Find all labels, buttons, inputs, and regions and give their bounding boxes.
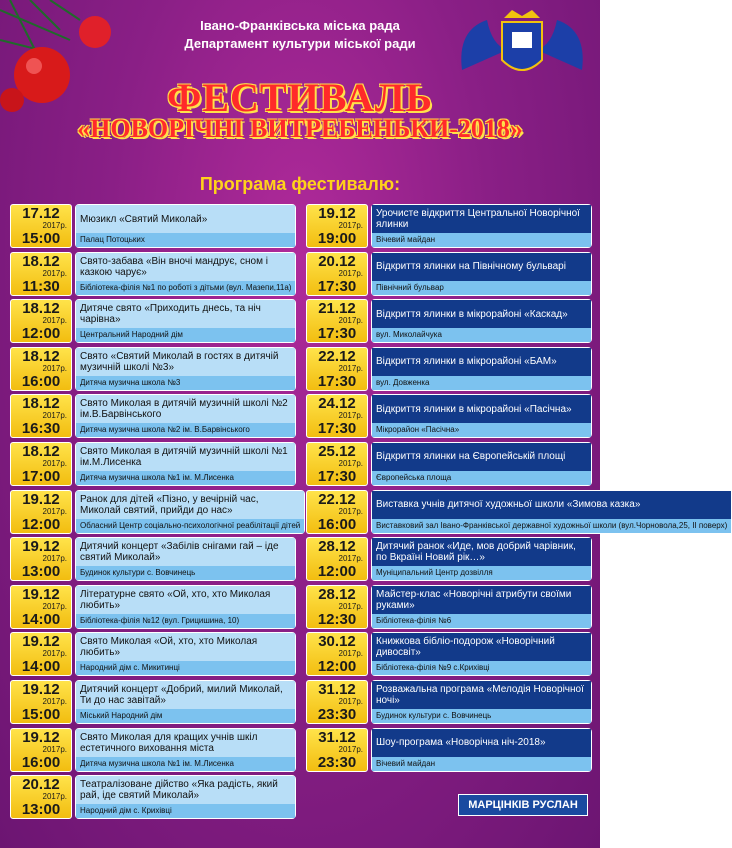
schedule-row — [306, 252, 592, 296]
event-title: Майстер-клас «Новорічні атрибути своїми руками» — [372, 586, 591, 614]
date-badge — [306, 537, 368, 581]
date-badge — [306, 442, 368, 486]
event-title: Відкриття ялинки на Європейській площі — [372, 443, 591, 471]
date-badge — [306, 347, 368, 391]
event-place: Міський Народний дім — [76, 709, 295, 723]
event-place: Вічевий майдан — [372, 233, 591, 247]
event-year: 2017р. — [42, 458, 67, 468]
event-time: 12:00 — [21, 515, 61, 533]
date-badge — [306, 204, 368, 248]
event-title: Дитячий концерт «Добрий, милий Миколай, Ти до нас завітай» — [76, 681, 295, 709]
event-box — [371, 585, 592, 629]
event-year: 2017р. — [42, 411, 67, 421]
event-box — [75, 585, 296, 629]
event-year: 2017р. — [338, 316, 363, 326]
event-date: 24.12 — [318, 395, 356, 413]
schedule-row — [10, 728, 296, 772]
event-date: 30.12 — [318, 633, 356, 651]
event-year: 2017р. — [42, 696, 67, 706]
event-place: Бібліотека-філія №9 с.Крихівці — [372, 661, 591, 675]
date-badge — [306, 632, 368, 676]
event-date: 18.12 — [22, 252, 60, 270]
event-box — [75, 394, 296, 438]
event-title: Відкриття ялинки в мікрорайоні «Каскад» — [372, 300, 591, 328]
event-year: 2017р. — [42, 316, 67, 326]
schedule-row — [306, 347, 592, 391]
date-badge — [10, 632, 72, 676]
event-year: 2017р. — [42, 649, 67, 659]
event-place: Північний бульвар — [372, 281, 591, 295]
date-badge — [10, 442, 72, 486]
event-time: 17:30 — [317, 372, 357, 390]
schedule-row — [306, 585, 592, 629]
date-badge — [10, 347, 72, 391]
event-place: Дитяча музична школа №2 ім. В.Барвінського — [76, 423, 295, 437]
event-date: 19.12 — [22, 490, 60, 508]
event-year: 2017р. — [42, 506, 67, 516]
program-heading: Програма фестивалю: — [199, 174, 401, 194]
event-date: 19.12 — [318, 205, 356, 222]
event-time: 17:00 — [21, 467, 61, 485]
event-box — [75, 680, 296, 724]
date-badge — [10, 204, 72, 248]
event-time: 12:30 — [317, 610, 357, 628]
event-box — [371, 728, 592, 772]
event-title: Ранок для дітей «Пізно, у вечірній час, Миколай святий, прийди до нас» — [76, 491, 304, 519]
event-time: 12:00 — [21, 325, 61, 343]
schedule-row — [10, 537, 296, 581]
event-year: 2017р. — [338, 268, 363, 278]
event-place: Європейська площа — [372, 471, 591, 485]
event-time: 12:00 — [317, 658, 357, 676]
event-box — [371, 442, 592, 486]
event-box — [75, 632, 296, 676]
schedule-row — [306, 490, 728, 534]
schedule-row — [306, 632, 592, 676]
event-place: Народний дім с. Крихівці — [76, 804, 295, 818]
event-box — [371, 490, 732, 534]
event-date: 18.12 — [22, 395, 60, 413]
date-badge — [306, 680, 368, 724]
event-box — [75, 537, 296, 581]
date-badge — [10, 680, 72, 724]
event-date: 18.12 — [22, 347, 60, 365]
event-place: Обласний Центр соціально-психологічної реабілітації дітей — [76, 519, 304, 533]
event-box — [75, 775, 296, 819]
event-title: Свято Миколая в дитячій музичній школі №2 ім.В.Барвінського — [76, 395, 295, 423]
date-badge — [10, 252, 72, 296]
event-place: Центральний Народний дім — [76, 328, 295, 342]
event-year: 2017р. — [338, 411, 363, 421]
event-time: 23:30 — [317, 705, 357, 723]
schedule-row — [306, 537, 592, 581]
event-date: 19.12 — [22, 728, 60, 746]
event-time: 13:00 — [21, 801, 61, 819]
event-place: вул. Довженка — [372, 376, 591, 390]
date-badge — [10, 537, 72, 581]
event-date: 19.12 — [22, 633, 60, 651]
event-title: Відкриття ялинки в мікрорайоні «Пасічна» — [372, 395, 591, 423]
event-box — [371, 299, 592, 343]
date-badge — [306, 728, 368, 772]
date-badge — [10, 394, 72, 438]
event-box — [371, 204, 592, 248]
event-place: Бібліотека-філія №6 — [372, 614, 591, 628]
event-time: 13:00 — [21, 563, 61, 581]
date-badge — [10, 775, 72, 819]
event-time: 17:30 — [317, 467, 357, 485]
schedule-row — [10, 490, 301, 534]
event-place: Дитяча музична школа №1 ім. М.Лисенка — [76, 471, 295, 485]
event-title: Свято Миколая в дитячій музичній школі №1 ім.М.Лисенка — [76, 443, 295, 471]
event-year: 2017р. — [42, 268, 67, 278]
event-date: 21.12 — [318, 300, 356, 318]
event-title: Розважальна програма «Мелодія Новорічної ночі» — [372, 681, 591, 709]
schedule-row — [306, 204, 592, 248]
event-place: Муніципальний Центр дозвілля — [372, 566, 591, 580]
event-year: 2017р. — [42, 363, 67, 373]
event-box — [371, 394, 592, 438]
event-year: 2017р. — [42, 221, 67, 230]
event-title: Дитяче свято «Приходить днесь, та ніч чарівна» — [76, 300, 295, 328]
event-time: 11:30 — [22, 277, 60, 295]
event-time: 17:30 — [317, 420, 357, 438]
event-date: 20.12 — [318, 252, 356, 270]
event-time: 15:00 — [21, 705, 61, 723]
event-date: 28.12 — [318, 538, 356, 556]
event-time: 17:30 — [317, 277, 357, 295]
event-date: 19.12 — [22, 538, 60, 556]
event-box — [75, 728, 296, 772]
event-time: 16:00 — [21, 372, 61, 390]
event-year: 2017р. — [338, 221, 363, 230]
event-box — [75, 442, 296, 486]
date-badge — [10, 585, 72, 629]
schedule-row — [306, 680, 592, 724]
event-box — [75, 490, 305, 534]
event-box — [371, 252, 592, 296]
event-time: 14:00 — [21, 610, 61, 628]
event-date: 31.12 — [318, 728, 356, 746]
event-year: 2017р. — [338, 696, 363, 706]
left-schedule-column — [10, 204, 301, 823]
right-schedule-column — [306, 204, 728, 775]
schedule-row — [10, 680, 296, 724]
event-box — [371, 632, 592, 676]
event-year: 2017р. — [338, 554, 363, 564]
schedule-row — [306, 299, 592, 343]
date-badge — [10, 490, 72, 534]
event-place: вул. Миколайчука — [372, 328, 591, 342]
event-year: 2017р. — [338, 363, 363, 373]
schedule-row — [10, 252, 296, 296]
event-place: Будинок культури с. Вовчинець — [76, 566, 295, 580]
date-badge — [10, 728, 72, 772]
event-title: Шоу-програма «Новорічна ніч-2018» — [372, 729, 591, 757]
event-place: Дитяча музична школа №1 ім. М.Лисенка — [76, 757, 295, 771]
event-box — [371, 347, 592, 391]
event-year: 2017р. — [338, 744, 363, 754]
event-title: Свято Миколая «Ой, хто, хто Миколая любить» — [76, 633, 295, 661]
event-year: 2017р. — [42, 554, 67, 564]
event-time: 23:30 — [317, 753, 357, 771]
event-year: 2017р. — [338, 458, 363, 468]
event-place: Будинок культури с. Вовчинець — [372, 709, 591, 723]
event-place: Бібліотека-філія №1 по роботі з дітьми (вул. Мазепи,11а) — [76, 281, 295, 295]
event-place: Дитяча музична школа №3 — [76, 376, 295, 390]
event-box — [75, 299, 296, 343]
event-title: Мюзикл «Святий Миколай» — [76, 205, 295, 233]
event-date: 28.12 — [318, 585, 356, 603]
date-badge — [306, 490, 368, 534]
event-place: Палац Потоцьких — [76, 233, 295, 247]
event-time: 12:00 — [317, 563, 357, 581]
date-badge — [10, 299, 72, 343]
date-badge — [306, 252, 368, 296]
schedule-row — [10, 394, 296, 438]
schedule-row — [10, 632, 296, 676]
event-title: Книжкова бібліо-подорож «Новорічний дивосвіт» — [372, 633, 591, 661]
date-badge — [306, 299, 368, 343]
event-date: 25.12 — [318, 442, 356, 460]
schedule-row — [306, 442, 592, 486]
event-box — [371, 537, 592, 581]
event-date: 22.12 — [318, 490, 356, 508]
org-line-2: Департамент культури міської ради — [184, 36, 416, 51]
event-time: 17:30 — [317, 325, 357, 343]
event-box — [371, 680, 592, 724]
event-place: Бібліотека-філія №12 (вул. Грицишина, 10) — [76, 614, 295, 628]
org-line-1: Івано-Франківська міська рада — [200, 18, 400, 33]
event-date: 17.12 — [22, 205, 60, 222]
event-date: 20.12 — [22, 776, 60, 794]
event-place: Вічевий майдан — [372, 757, 591, 771]
event-place: Виставковий зал Івано-Франківської державної художньої школи (вул.Чорновола,25, II поверх) — [372, 519, 731, 533]
event-box — [75, 204, 296, 248]
schedule-row — [10, 347, 296, 391]
event-date: 31.12 — [318, 680, 356, 698]
event-title: Свято Миколая для кращих учнів шкіл естетичного виховання міста — [76, 729, 295, 757]
event-date: 18.12 — [22, 300, 60, 318]
event-time: 16:00 — [21, 753, 61, 771]
event-title: Дитячий концерт «Забілів снігами гай – іде святий Миколай» — [76, 538, 295, 566]
event-year: 2017р. — [42, 792, 67, 802]
festival-title: ФЕСТИВАЛЬ — [166, 75, 433, 120]
event-title: Урочисте відкриття Центральної Новорічної ялинки — [372, 205, 591, 233]
event-title: Свято-забава «Він вночі мандрує, сном і казкою чарує» — [76, 253, 295, 281]
event-date: 22.12 — [318, 347, 356, 365]
event-year: 2017р. — [42, 744, 67, 754]
schedule-row — [10, 204, 296, 248]
event-year: 2017р. — [338, 649, 363, 659]
festival-subtitle: «НОВОРІЧНІ ВИТРЕБЕНЬКИ-2018» — [77, 114, 523, 143]
event-box — [75, 252, 296, 296]
event-date: 18.12 — [22, 442, 60, 460]
event-title: Свято «Святий Миколай в гостях в дитячій музичній школі №3» — [76, 348, 295, 376]
event-date: 19.12 — [22, 680, 60, 698]
event-year: 2017р. — [42, 601, 67, 611]
schedule-row — [10, 299, 296, 343]
event-date: 19.12 — [22, 585, 60, 603]
event-place: Народний дім с. Микитинці — [76, 661, 295, 675]
event-box — [75, 347, 296, 391]
schedule-row — [10, 442, 296, 486]
date-badge — [306, 394, 368, 438]
schedule-row — [306, 728, 592, 772]
author-badge: МАРЦІНКІВ РУСЛАН — [458, 794, 588, 816]
schedule-row — [10, 775, 296, 819]
event-time: 14:00 — [21, 658, 61, 676]
schedule-row — [306, 394, 592, 438]
schedule-row — [10, 585, 296, 629]
event-title: Театралізоване дійство «Яка радість, який рай, іде святий Миколай» — [76, 776, 295, 804]
event-year: 2017р. — [338, 506, 363, 516]
event-title: Дитячий ранок «Иде, мов добрий чарівник, по Вкраїні Новий рік…» — [372, 538, 591, 566]
event-title: Відкриття ялинки на Північному бульварі — [372, 253, 591, 281]
event-year: 2017р. — [338, 601, 363, 611]
event-title: Виставка учнів дитячої художньої школи «Зимова казка» — [372, 491, 731, 519]
event-title: Літературне свято «Ой, хто, хто Миколая любить» — [76, 586, 295, 614]
event-time: 19:00 — [317, 230, 357, 247]
event-title: Відкриття ялинки в мікрорайоні «БАМ» — [372, 348, 591, 376]
event-time: 16:30 — [21, 420, 61, 438]
event-time: 15:00 — [21, 230, 61, 247]
date-badge — [306, 585, 368, 629]
event-time: 16:00 — [317, 515, 357, 533]
event-place: Мікрорайон «Пасічна» — [372, 423, 591, 437]
